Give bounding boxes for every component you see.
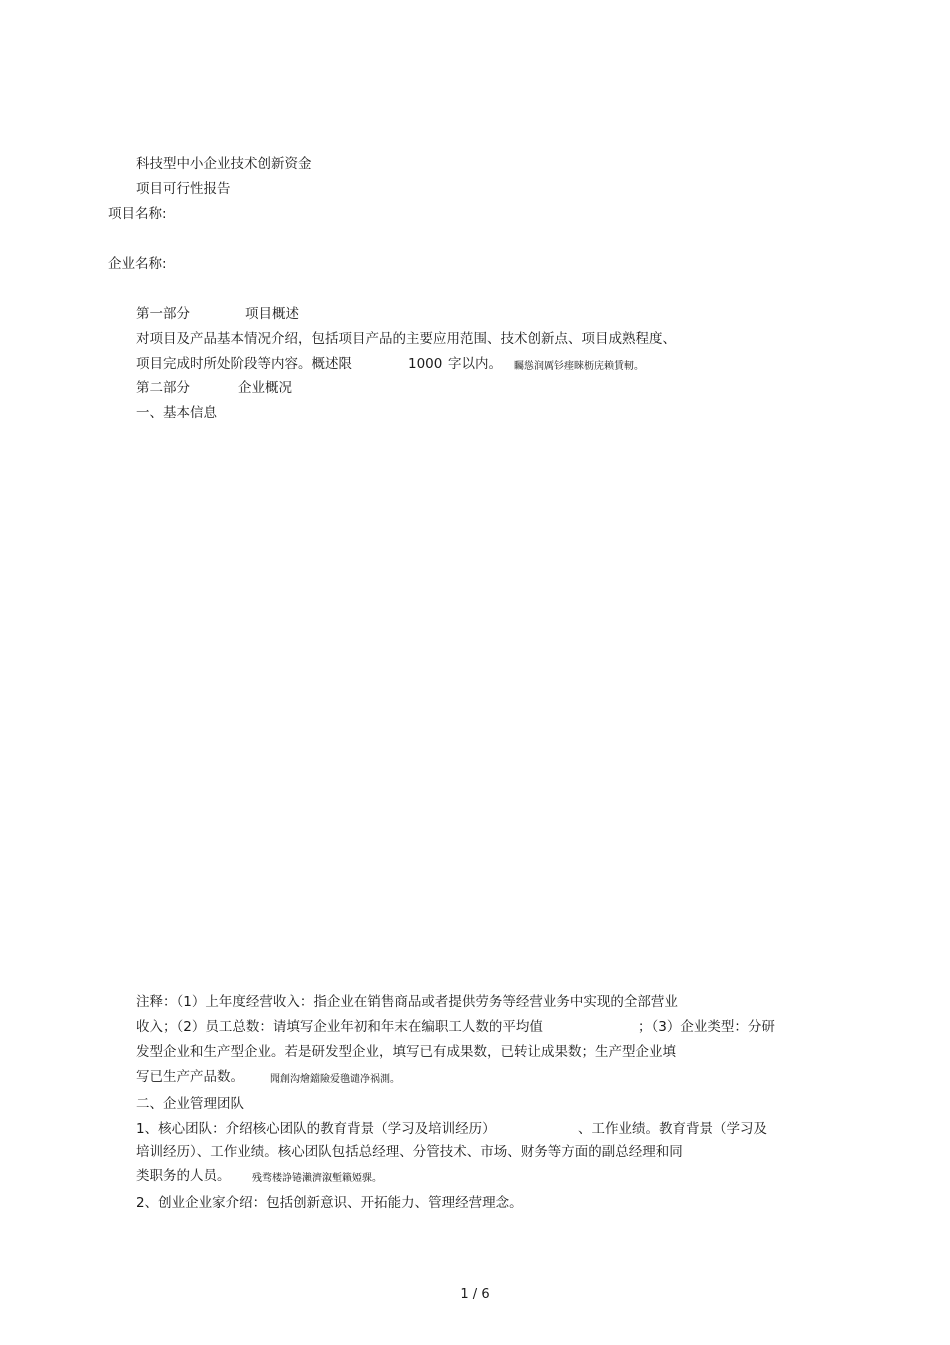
part2-title: 企业概况 xyxy=(238,380,292,396)
company-name-label: 企业名称: xyxy=(108,256,167,272)
management-team-heading: 二、企业管理团队 xyxy=(136,1096,244,1112)
part2-label: 第二部分 xyxy=(136,380,190,396)
part1-title: 项目概述 xyxy=(245,306,299,322)
title-line-1: 科技型中小企业技术创新资金 xyxy=(136,156,312,172)
page-indicator: 1 / 6 xyxy=(460,1287,490,1302)
title-line-2: 项目可行性报告 xyxy=(136,181,231,197)
basic-info-heading: 一、基本信息 xyxy=(136,405,217,421)
project-name-label: 项目名称: xyxy=(108,206,167,222)
part1-desc-line-1: 对项目及产品基本情况介绍，包括项目产品的主要应用范围、技术创新点、项目成熟程度、 xyxy=(136,331,676,347)
item2-line: 2、创业企业家介绍：包括创新意识、开拓能力、管理经营理念。 xyxy=(136,1195,523,1211)
item1-line-2: 培训经历）、工作业绩。核心团队包括总经理、分管技术、市场、财务等方面的副总经理和同 xyxy=(136,1144,683,1160)
notes-line-3: 发型企业和生产型企业。若是研发型企业，填写已有成果数，已转让成果数；生产型企业填 xyxy=(136,1044,676,1060)
part1-label: 第一部分 xyxy=(136,306,190,322)
item1-note: 残骛楼諍锩瀨濟溆塹籟婭骒。 xyxy=(252,1173,382,1184)
notes-note: 聞創沟燴鐺險爱氇谴净祸測。 xyxy=(270,1074,400,1085)
part1-note: 矚慫润厲钐瘗睞枥庑赖賃軔。 xyxy=(514,361,644,372)
notes-line-1: 注释：（1）上年度经营收入：指企业在销售商品或者提供劳务等经营业务中实现的全部营业 xyxy=(136,994,678,1010)
